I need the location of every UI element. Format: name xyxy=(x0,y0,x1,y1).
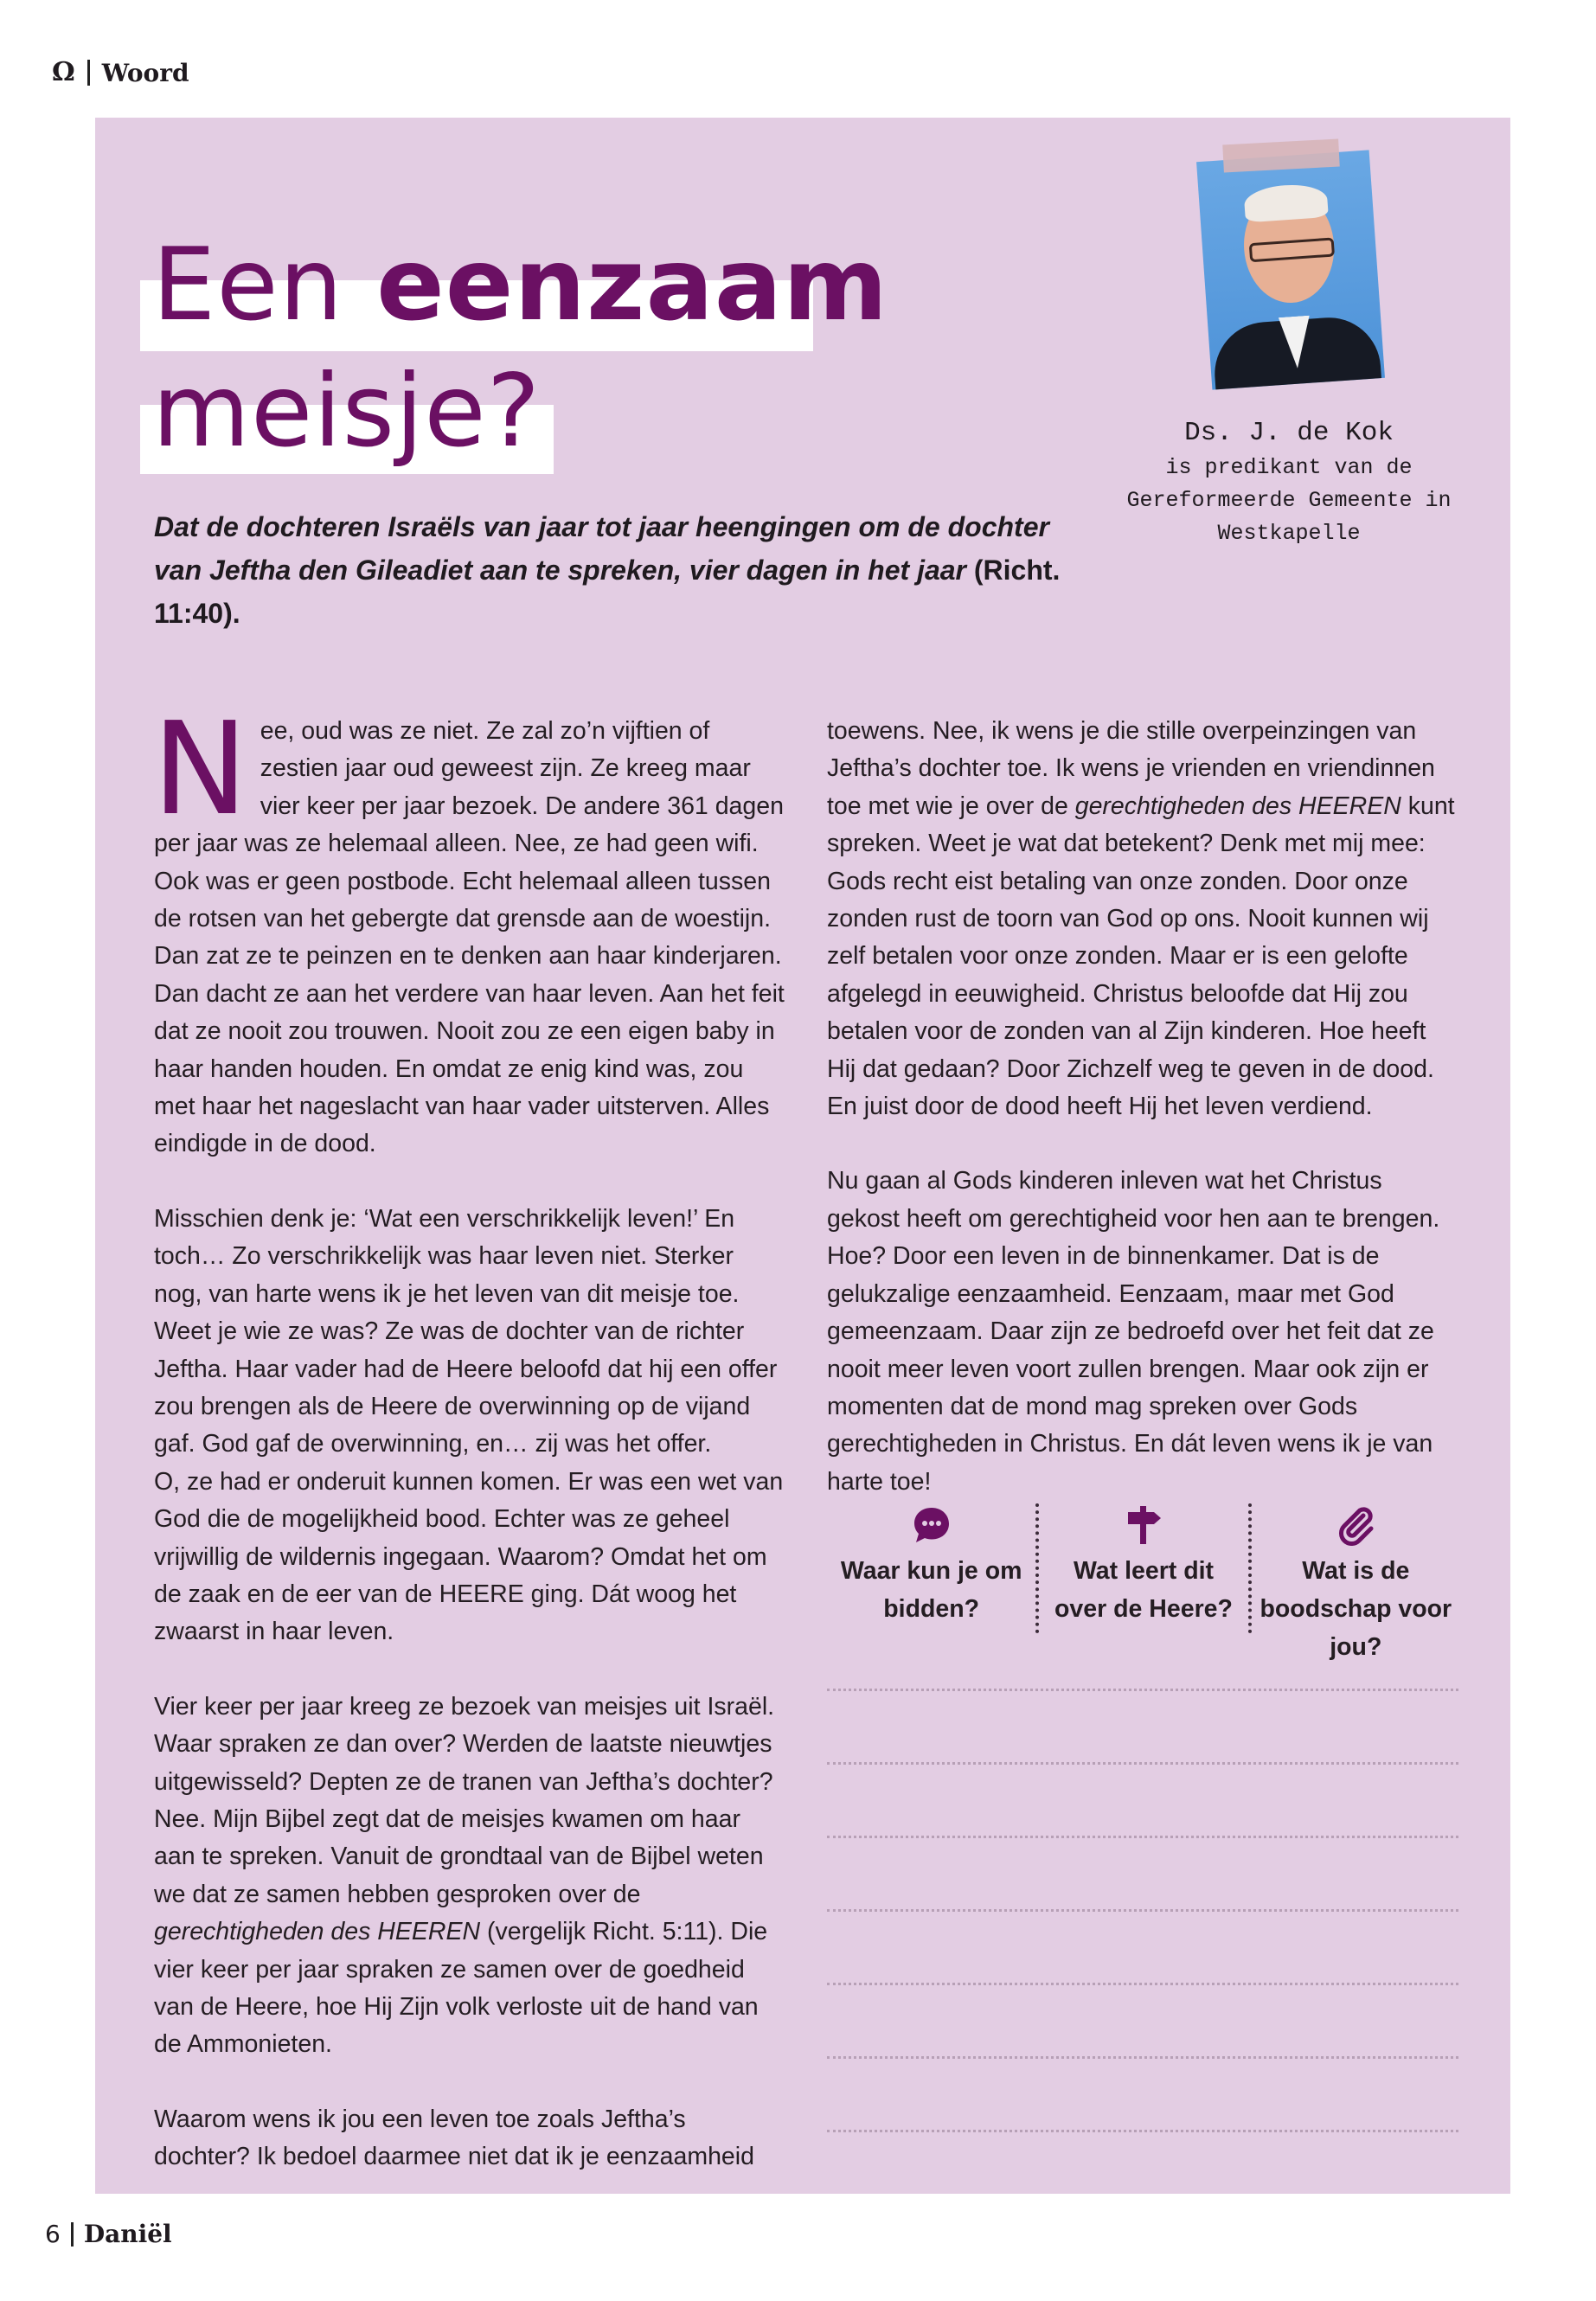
signpost-icon xyxy=(1039,1503,1247,1547)
speech-bubble-icon xyxy=(827,1503,1035,1547)
paragraph: Nee, oud was ze niet. Ze zal zo’n vijftien of zestien jaar oud geweest zijn. Ze kreeg maar vier keer per jaar bezoek. De andere 361 dagen per jaar was ze helemaal alleen. Nee, ze had geen wifi. Ook was er geen postbode. Echt helemaal alleen tussen de rotsen van het gebergte dat grensde aan de woestijn. Dan zat ze te peinzen en te denken aan haar kinderjaren. Dan dacht ze aan het verdere van haar leven. Aan het feit dat ze nooit zou trouwen. Nooit zou ze een eigen baby in haar handen houden. En omdat ze enig kind was, zou met haar het nageslacht van haar vader uitsterven. Alles eindigde in de dood. xyxy=(152,695,785,1158)
lead-quote-text: Dat de dochteren Israëls van jaar tot jaar heengingen om de dochter van Jeftha den Gileadiet aan te spreken, vier dagen in het jaar xyxy=(154,511,1049,586)
writing-line[interactable] xyxy=(827,1909,1458,1912)
writing-line[interactable] xyxy=(827,1689,1458,1691)
title-line-1 xyxy=(152,227,888,343)
lead-quote-reference: (Richt. 11:40). xyxy=(154,554,1061,629)
question-message xyxy=(1248,1503,1460,1661)
author-bio: is predikant van de Gereformeerde Gemeente in Westkapelle xyxy=(1126,455,1452,546)
lead-quote xyxy=(154,505,1088,635)
page-number: 6 xyxy=(45,2220,61,2248)
page-footer xyxy=(45,2220,172,2248)
page-header xyxy=(52,55,189,90)
paperclip-icon xyxy=(1252,1503,1460,1547)
logo-omega-icon: Ω xyxy=(52,57,75,87)
writing-line[interactable] xyxy=(827,1983,1458,1985)
reflection-questions xyxy=(827,1503,1460,1661)
author-block xyxy=(1116,415,1462,550)
title-word-bold: eenzaam xyxy=(376,227,888,343)
title-line-2 xyxy=(152,353,542,470)
body-column-right xyxy=(827,713,1460,1501)
writing-line[interactable] xyxy=(827,2056,1458,2059)
question-lord xyxy=(1035,1503,1247,1633)
author-photo xyxy=(1196,150,1385,389)
footer-divider xyxy=(71,2222,74,2247)
question-label: Wat leert dit over de Heere? xyxy=(1054,1557,1233,1623)
title-word-regular: Een xyxy=(152,227,344,343)
paragraph: Waarom wens ik jou een leven toe zoals Jeftha’s dochter? Ik bedoel daarmee niet dat ik je eenzaamheid xyxy=(154,2105,754,2171)
title-line-2-text: meisje? xyxy=(152,353,542,470)
writing-line[interactable] xyxy=(827,1762,1458,1765)
magazine-name: Daniël xyxy=(83,2220,172,2248)
paragraph: Vier keer per jaar kreeg ze bezoek van meisjes uit Israël. Waar spraken ze dan over? Werden de laatste nieuwtjes uitgewisseld? Depten ze de tranen van Jeftha’s dochter? Nee. Mijn Bijbel zegt dat de meisjes kwamen om haar aan te spreken. Vanuit de grondtaal van de Bijbel weten we dat ze samen hebben gesproken over de gerechtigheden des HEEREN (vergelijk Richt. 5:11). Die vier keer per jaar spraken ze samen over de goedheid van de Heere, hoe Hij Zijn volk verloste uit de hand van de Ammonieten. xyxy=(154,1692,775,2059)
question-label: Wat is de boodschap voor jou? xyxy=(1259,1557,1452,1661)
drop-cap: N xyxy=(152,695,248,843)
paragraph: O, ze had er onderuit kunnen komen. Er was een wet van God die de mogelijkheid bood. Echter was ze geheel vrijwillig de wildernis ingegaan. Waarom? Omdat het om de zaak en de eer van de HEERE ging. Dát woog het zwaarst in haar leven. xyxy=(154,1467,784,1646)
body-column-left xyxy=(152,695,787,2176)
paragraph: Misschien denk je: ‘Wat een verschrikkelijk leven!’ En toch… Zo verschrikkelijk was haar leven niet. Sterker nog, van harte wens ik je het leven van dit meisje toe. Weet je wie ze was? Ze was de dochter van de richter Jeftha. Haar vader had de Heere beloofd dat hij een offer zou brengen als de Heere de overwinning op de vijand gaf. God gaf de overwinning, en… zij was het offer. xyxy=(154,1204,778,1458)
author-name: Ds. J. de Kok xyxy=(1184,418,1394,448)
paragraph: toewens. Nee, ik wens je die stille overpeinzingen van Jeftha’s dochter toe. Ik wens je vrienden en vriendinnen toe met wie je over de gerechtigheden des HEEREN kunt spreken. Weet je wat dat betekent? Denk met mij mee: Gods recht eist betaling van onze zonden. Door onze zonden rust de toorn van God op ons. Nooit kunnen wij zelf betalen voor onze zonden. Maar er is een gelofte afgelegd in eeuwigheid. Christus beloofde dat Hij zou betalen voor de zonden van al Zijn kinderen. Hoe heeft Hij dat gedaan? Door Zichzelf weg te geven in de dood. En juist door de dood heeft Hij het leven verdiend. xyxy=(827,717,1455,1121)
question-label: Waar kun je om bidden? xyxy=(840,1557,1022,1623)
writing-line[interactable] xyxy=(827,2130,1458,2132)
paragraph: Nu gaan al Gods kinderen inleven wat het Christus gekost heeft om gerechtigheid voor hen aan te brengen. Hoe? Door een leven in de binnenkamer. Dat is de gelukzalige eenzaamheid. Eenzaam, maar met God gemeenzaam. Daar zijn ze bedroefd over het feit dat ze nooit meer leven voort zullen brengen. Maar ook zijn er momenten dat de mond mag spreken over Gods gerechtigheden in Christus. En dát leven wens ik je van harte toe! xyxy=(827,1167,1440,1496)
header-divider xyxy=(87,60,90,86)
writing-line[interactable] xyxy=(827,1836,1458,1838)
section-label: Woord xyxy=(101,58,189,87)
question-pray xyxy=(827,1503,1035,1633)
writing-lines xyxy=(827,1689,1458,2203)
